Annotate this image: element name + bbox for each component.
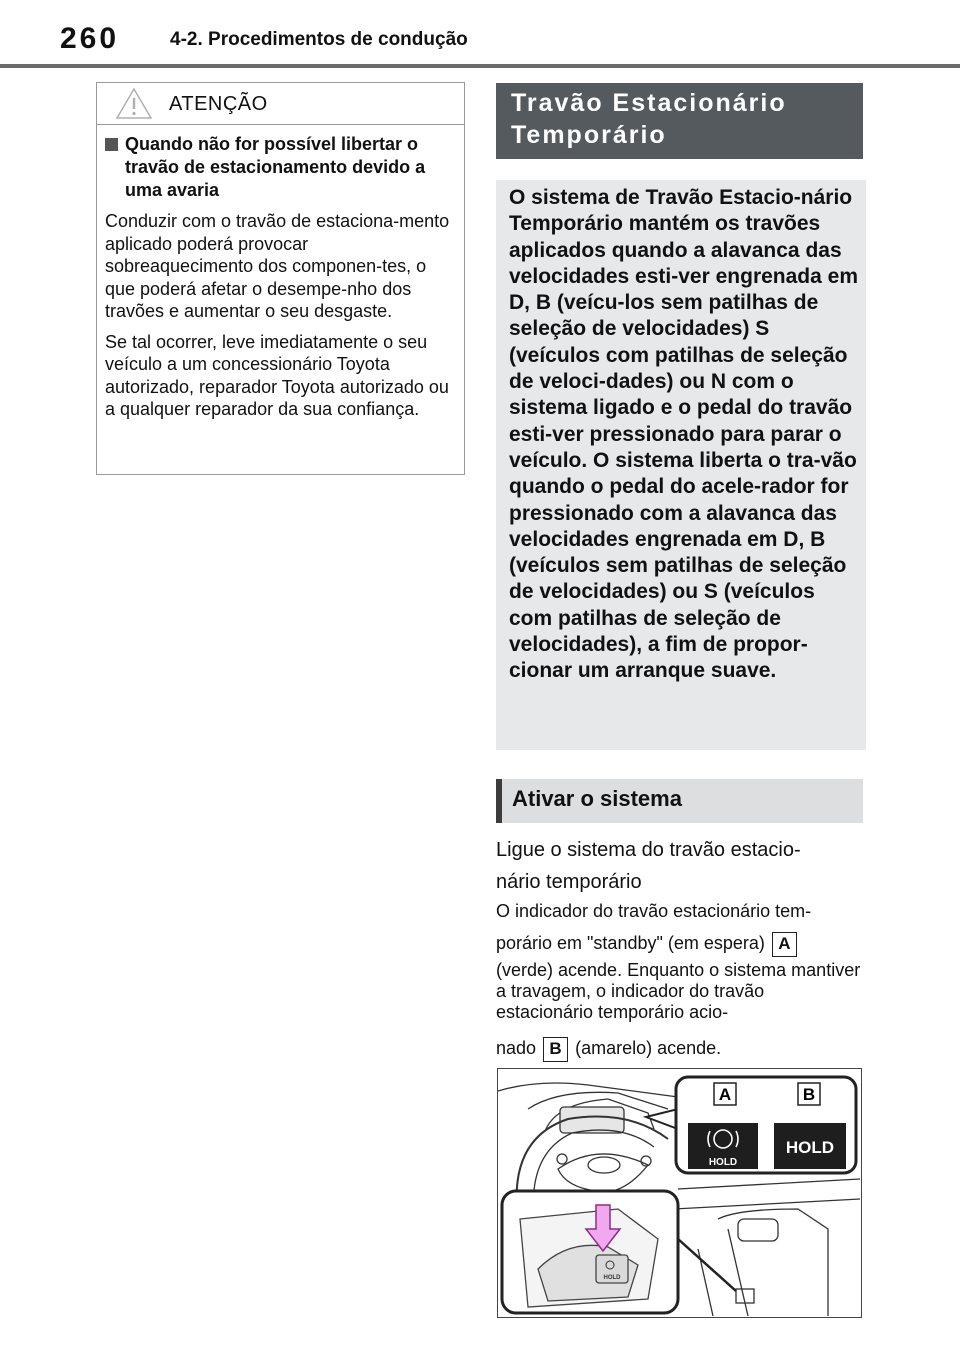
note-line: (verde) acende. Enquanto o sistema mantiver a travagem, o indicador do travão estacionário temporário acio- (496, 960, 861, 1022)
dash-line-icon (498, 1083, 678, 1097)
square-bullet-icon (105, 138, 118, 151)
cluster-screen-icon (560, 1107, 624, 1133)
indicator-b-text: HOLD (785, 1138, 835, 1157)
note-line-text: porário em "standby" (em espera) (496, 933, 765, 953)
badge-b: B (543, 1037, 568, 1062)
warning-header (97, 83, 464, 125)
console-line-icon (674, 1199, 860, 1209)
callout-connector-icon (678, 1239, 736, 1291)
summary-text: O sistema de Travão Estacio-nário Temporário mantém os travões aplicados quando a alavanca das velocidades esti-ver engrenada em D, B (veícu-los sem patilhas de seleção de velocidades) S (veículos com patilhas de seleção de veloci-dades) ou N com o sistema ligado e o pedal do travão esti-ver pressionado para parar o veículo. O sistema liberta o tra-vão quando o pedal do acele-rador for pressionado com a alavanca das velocidades engrenada em D, B (veículos sem patilhas de seleção de velocidades) ou S (veículos com patilhas de seleção de velocidades), a fim de propor-cionar um arranque suave. (509, 186, 858, 683)
summary-box (496, 180, 866, 750)
note-line (496, 1029, 866, 1067)
indicator-a-text: HOLD (708, 1157, 738, 1168)
topic-title-line1: Travão Estacionário (511, 89, 787, 117)
callout-a-label: A (718, 1085, 732, 1104)
warning-subtitle (105, 133, 454, 202)
warning-box (96, 82, 465, 475)
warning-subtitle-text: Quando não for possível libertar o travão de estacionamento devido a uma avaria (125, 134, 426, 200)
note-line (496, 926, 866, 960)
emblem-icon (588, 1157, 620, 1173)
badge-a: A (772, 932, 797, 957)
section-title: 4-2. Procedimentos de condução (170, 29, 468, 50)
step-text (496, 834, 866, 898)
console-line-icon (718, 1209, 828, 1316)
note-line-text: nado (496, 1038, 537, 1058)
warning-body (97, 125, 464, 421)
vent-icon (738, 1219, 778, 1241)
note-line-text: (amarelo) acende. (575, 1038, 722, 1058)
topic-header (496, 83, 863, 159)
page-number: 260 (60, 22, 120, 55)
topic-title-line2: Temporário (511, 121, 667, 149)
step-line: nário temporário (496, 871, 642, 893)
callout-b-label: B (802, 1085, 816, 1104)
warning-triangle-icon (115, 86, 153, 120)
warning-paragraph: Conduzir com o travão de estaciona-mento aplicado poderá provocar sobreaquecimento dos componen-tes, o que poderá afetar o desempe-nho dos travões e aumentar o seu desgaste. (105, 211, 450, 321)
callout-pointer-icon (646, 1109, 678, 1129)
warning-paragraph: Se tal ocorrer, leve imediatamente o seu veículo a um concessionário Toyota autorizado, reparador Toyota autorizado ou a qualquer reparador da sua confiança. (105, 331, 449, 419)
page-header (0, 0, 960, 68)
dashboard-drawing (498, 1069, 860, 1316)
note-line: O indicador do travão estacionário tem- (496, 901, 812, 921)
step-line: Ligue o sistema do travão estacio- (496, 839, 801, 861)
subheading-activate: Ativar o sistema (496, 779, 863, 823)
wheel-button-icon (557, 1154, 567, 1164)
note-text (496, 898, 866, 1067)
warning-title: ATENÇÃO (169, 93, 268, 115)
dashboard-illustration (497, 1068, 862, 1318)
console-line-icon (678, 1179, 860, 1189)
switch-text: HOLD (603, 1275, 621, 1281)
header-divider (0, 64, 960, 68)
